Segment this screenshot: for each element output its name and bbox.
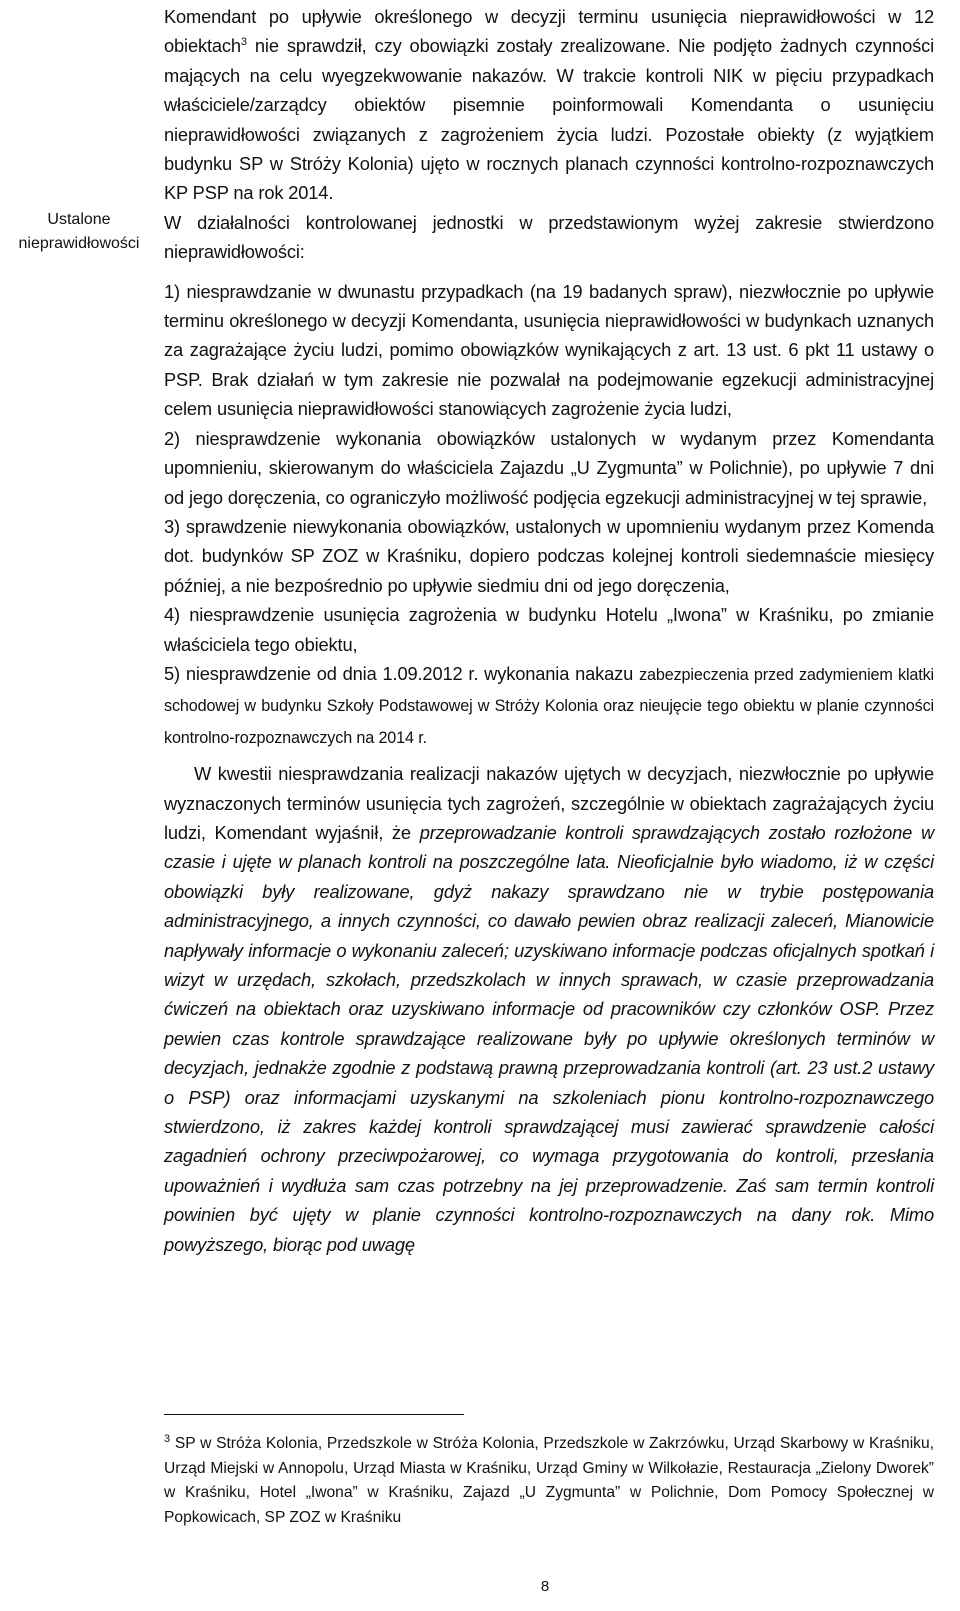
finding-item-5-part2: zabezpieczenia przed zadymieniem klatki schodowej w budynku Szkoły Podstawowej w Stróży Kolonia oraz nieujęcie tego obiektu w planie czynności kontrolno-rozpoznawczych na 2014 r. xyxy=(164,665,935,747)
paragraph-intro xyxy=(164,2,934,208)
paragraph-explanation xyxy=(164,759,934,1259)
finding-item-1: 1) niesprawdzanie w dwunastu przypadkach (na 19 badanych spraw), niezwłocznie po upływie terminu określonego w decyzji Komendanta, usunięcia nieprawidłowości w budynkach uznanych za zagrażające życiu ludzi, pomimo obowiązków wynikających z art. 13 ust. 6 pkt 11 ustawy o PSP. Brak działań w tym zakresie nie pozwalał na podejmowanie egzekucji administracyjnej celem usunięcia nieprawidłowości stanowiących zagrożenie życia ludzi, xyxy=(164,280,934,420)
paragraph-intro-part1: Komendant po upływie określonego w decyzji terminu usunięcia nieprawidłowości w 12 obiektach xyxy=(164,6,934,57)
finding-item-3: 3) sprawdzenie niewykonania obowiązków, ustalonych w upomnieniu wydanym przez Komenda dot. budynków SP ZOZ w Kraśniku, dopiero podczas kolejnej kontroli siedemnaście miesięcy później, a nie bezpośrednio po upływie siedmiu dni od jego doręczenia, xyxy=(164,515,934,596)
page-number: 8 xyxy=(540,1578,550,1595)
footnote-text: SP w Stróża Kolonia, Przedszkole w Stróża Kolonia, Przedszkole w Zakrzówku, Urząd Skarbowy w Kraśniku, Urząd Miejski w Annopolu, Urząd Miasta w Kraśniku, Urząd Gminy w Wilkołazie, Restauracja „Zielony Dworek” w Kraśniku, Hotel „Iwona” w Kraśniku, Zajazd „U Zygmunta” w Polichnie, Dom Pomocy Społecznej w Popkowicach, SP ZOZ w Kraśniku xyxy=(164,1435,934,1526)
main-text xyxy=(164,2,934,1259)
footnote xyxy=(164,1432,934,1530)
paragraph-intro-part2: nie sprawdził, czy obowiązki zostały zrealizowane. Nie podjęto żadnych czynności mających na celu wyegzekwowanie nakazów. W trakcie kontroli NIK w pięciu przypadkach właściciele/zarządcy obiektów pisemnie poinformowali Komendanta o usunięciu nieprawidłowości związanych z zagrożeniem życia ludzi. Pozostałe obiekty (z wyjątkiem budynku SP w Stróży Kolonia) ujęto w rocznych planach czynności kontrolno-rozpoznawczych KP PSP na rok 2014. xyxy=(164,35,934,204)
footnote-reference: 3 xyxy=(240,36,247,49)
footnote-marker: 3 xyxy=(164,1432,171,1445)
paragraph-explanation-part1: W kwestii niesprawdzania realizacji nakazów ujętych w decyzjach, niezwłocznie po upływie wyznaczonych terminów usunięcia tych zagrożeń, szczególnie w obiektach zagrażających życiu ludzi, Komendant wyjaśnił, że xyxy=(164,763,934,843)
paragraph-explanation-quote: przeprowadzanie kontroli sprawdzających zostało rozłożone w czasie i ujęte w planach kontroli na poszczególne lata. Nieoficjalnie było wiadomo, iż w części obowiązki były realizowane, gdyż nakazy sprawdzano nie w trybie postępowania administracyjnego, a innych czynności, co dawało pewien obraz realizacji zaleceń, Mianowicie napływały informacje o wykonaniu zaleceń; uzyskiwano informacje podczas oficjalnych spotkań i wizyt w urzędach, szkołach, przedszkolach w innych sprawach, w czasie przeprowadzania ćwiczeń na obiektach oraz uzyskiwano informacje od pracowników czy członków OSP. Przez pewien czas kontrole sprawdzające realizowane były po upływie określonych terminów w decyzjach, jednakże zgodnie z podstawą prawną przeprowadzania kontroli (art. 23 ust.2 ustawy o PSP) oraz informacjami uzyskanymi na szkoleniach pionu kontrolno-rozpoznawczego stwierdzono, iż zakres każdej kontroli sprawdzającej musi zawierać sprawdzenie całości zagadnień ochrony przeciwpożarowej, co wymaga przygotowania do kontroli, przesłania upoważnień i wydłuża sam czas potrzebny na jej przeprowadzenie. Zaś sam termin kontroli powinien być ujęty w planie czynności kontrolno-rozpoznawczych na dany rok. Mimo powyższego, biorąc pod uwagę xyxy=(164,821,934,1255)
finding-item-4: 4) niesprawdzenie usunięcia zagrożenia w budynku Hotelu „Iwona” w Kraśniku, po zmianie właściciela tego obiektu, xyxy=(164,604,934,655)
margin-label-line1: Ustalone xyxy=(47,211,111,228)
footnote-separator xyxy=(164,1414,464,1415)
paragraph-findings-lead: W działalności kontrolowanej jednostki w przedstawionym wyżej zakresie stwierdzono nieprawidłowości: xyxy=(164,211,934,263)
finding-item-5 xyxy=(164,659,934,753)
finding-item-2: 2) niesprawdzenie wykonania obowiązków ustalonych w wydanym przez Komendanta upomnieniu, skierowanym do właściciela Zajazdu „U Zygmunta” w Polichnie), po upływie 7 dni od jego doręczenia, co ograniczyło możliwość podjęcia egzekucji administracyjnej w tej sprawie, xyxy=(164,427,934,508)
margin-label-line2: nieprawidłowości xyxy=(18,235,140,252)
finding-item-5-part1: 5) niesprawdzenie od dnia 1.09.2012 r. wykonania nakazu xyxy=(164,662,640,684)
margin-label xyxy=(4,208,154,256)
